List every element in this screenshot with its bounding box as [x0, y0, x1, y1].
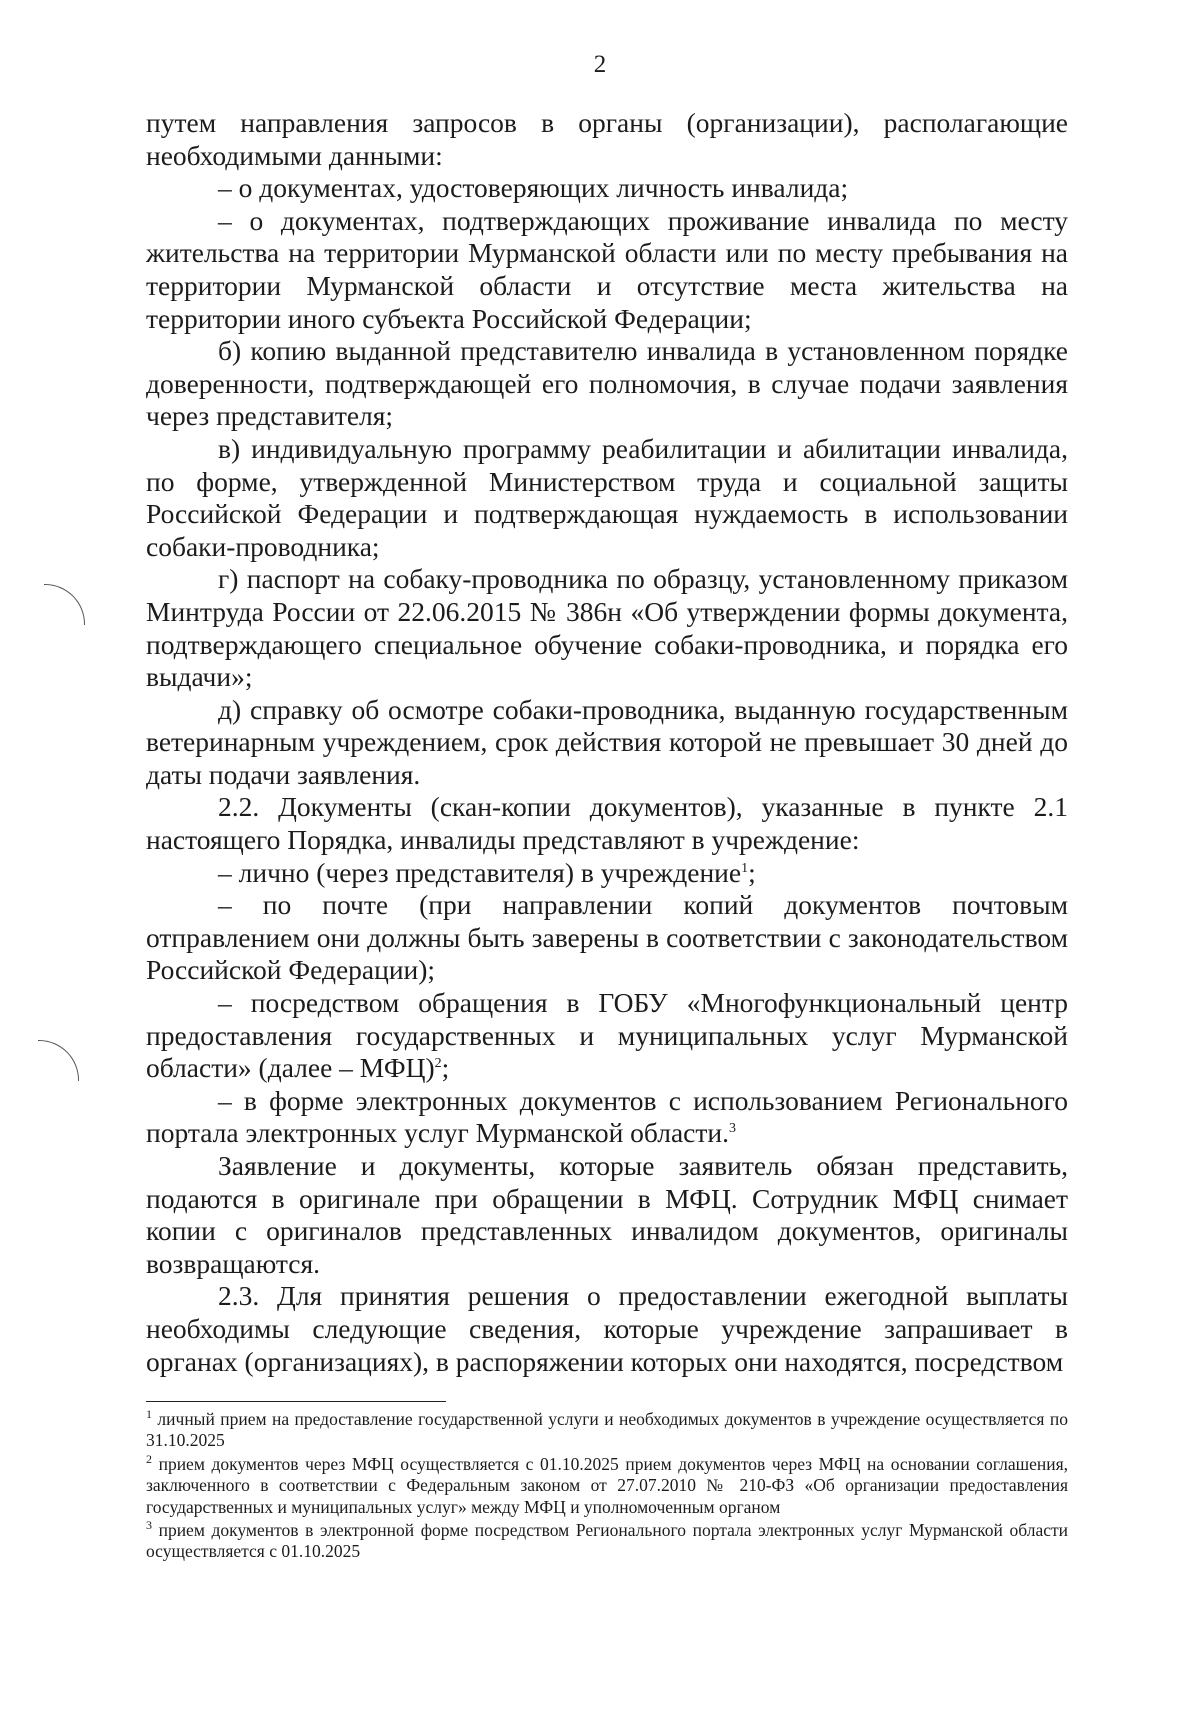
paragraph: путем направления запросов в органы (организации), располагающие необходимыми данными: — [146, 107, 1068, 171]
paragraph: – лично (через представителя) в учреждение$^1$; — [218, 856, 756, 888]
paragraph: г) паспорт на собаку-проводника по образцу, установленному приказом Минтруда России от 22.06.2015 № 386н «Об утверждении формы документа, подтверждающего специальное обучение собаки-проводника, и порядка его выдачи»; — [146, 563, 1068, 693]
paragraph: – о документах, удостоверяющих личность инвалида; — [218, 172, 849, 204]
footnote-divider — [146, 1401, 446, 1402]
footnote-ref: 2 — [434, 1056, 442, 1072]
punch-hole-mark — [44, 584, 85, 625]
footnote: $^3$ прием документов в электронной форме посредством Регионального портала электронных услуг Мурманской области осуществляется с 01.10.2025 — [146, 1518, 1068, 1562]
punch-hole-mark — [38, 1040, 79, 1081]
footnote-ref: 1 — [741, 860, 749, 876]
footnote: $^1$ личный прием на предоставление государственной услуги и необходимых документов в учреждение осуществляется по 31.10.2025 — [146, 1407, 1068, 1451]
paragraph: – посредством обращения в ГОБУ «Многофункциональный центр предоставления государственных и муниципальных услуг Мурманской области» (далее – МФЦ)$^2$; — [146, 987, 1068, 1084]
paragraph: – по почте (при направлении копий документов почтовым отправлением они должны быть заверены в соответствии с законодательством Российской Федерации); — [146, 889, 1068, 986]
paragraph: в) индивидуальную программу реабилитации и абилитации инвалида, по форме, утвержденной Министерством труда и социальной защиты Российской Федерации и подтверждающая нуждаемость в использовании собаки-проводника; — [146, 432, 1068, 562]
paragraph: б) копию выданной представителю инвалида в установленном порядке доверенности, подтверждающей его полномочия, в случае подачи заявления через представителя; — [146, 335, 1068, 432]
footnote-mark: 1 — [146, 1407, 152, 1422]
footnote-mark: 2 — [146, 1451, 152, 1466]
document-body — [146, 107, 1068, 1378]
footnote: $^2$ прием документов через МФЦ осуществляется с 01.10.2025 прием документов через МФЦ на основании соглашения, заключенного в соответствии с Федеральным законом от 27.07.2010 № 210-ФЗ «Об организации предоставления государственных и муниципальных услуг» между МФЦ и уполномоченным органом — [146, 1451, 1068, 1517]
page-number: 2 — [593, 51, 607, 78]
paragraph: – в форме электронных документов с использованием Регионального портала электронных услуг Мурманской области.$^3$ — [146, 1084, 1068, 1149]
footnote-ref: 3 — [728, 1121, 736, 1137]
paragraph: д) справку об осмотре собаки-проводника, выданную государственным ветеринарным учреждением, срок действия которой не превышает 30 дней до даты подачи заявления. — [146, 693, 1068, 790]
footnotes — [146, 1409, 1068, 1565]
footnote-mark: 3 — [146, 1518, 152, 1533]
paragraph: 2.3. Для принятия решения о предоставлении ежегодной выплаты необходимы следующие сведения, которые учреждение запрашивает в органах (организациях), в распоряжении которых они находятся, посредством — [146, 1280, 1068, 1377]
paragraph: – о документах, подтверждающих проживание инвалида по месту жительства на территории Мурманской области или по месту пребывания на территории Мурманской области и отсутствие места жительства на территории иного субъекта Российской Федерации; — [146, 204, 1068, 334]
paragraph: 2.2. Документы (скан-копии документов), указанные в пункте 2.1 настоящего Порядка, инвалиды представляют в учреждение: — [146, 791, 1068, 856]
paragraph: Заявление и документы, которые заявитель обязан представить, подаются в оригинале при обращении в МФЦ. Сотрудник МФЦ снимает копии с оригиналов представленных инвалидом документов, оригиналы возвращаются. — [146, 1150, 1068, 1279]
